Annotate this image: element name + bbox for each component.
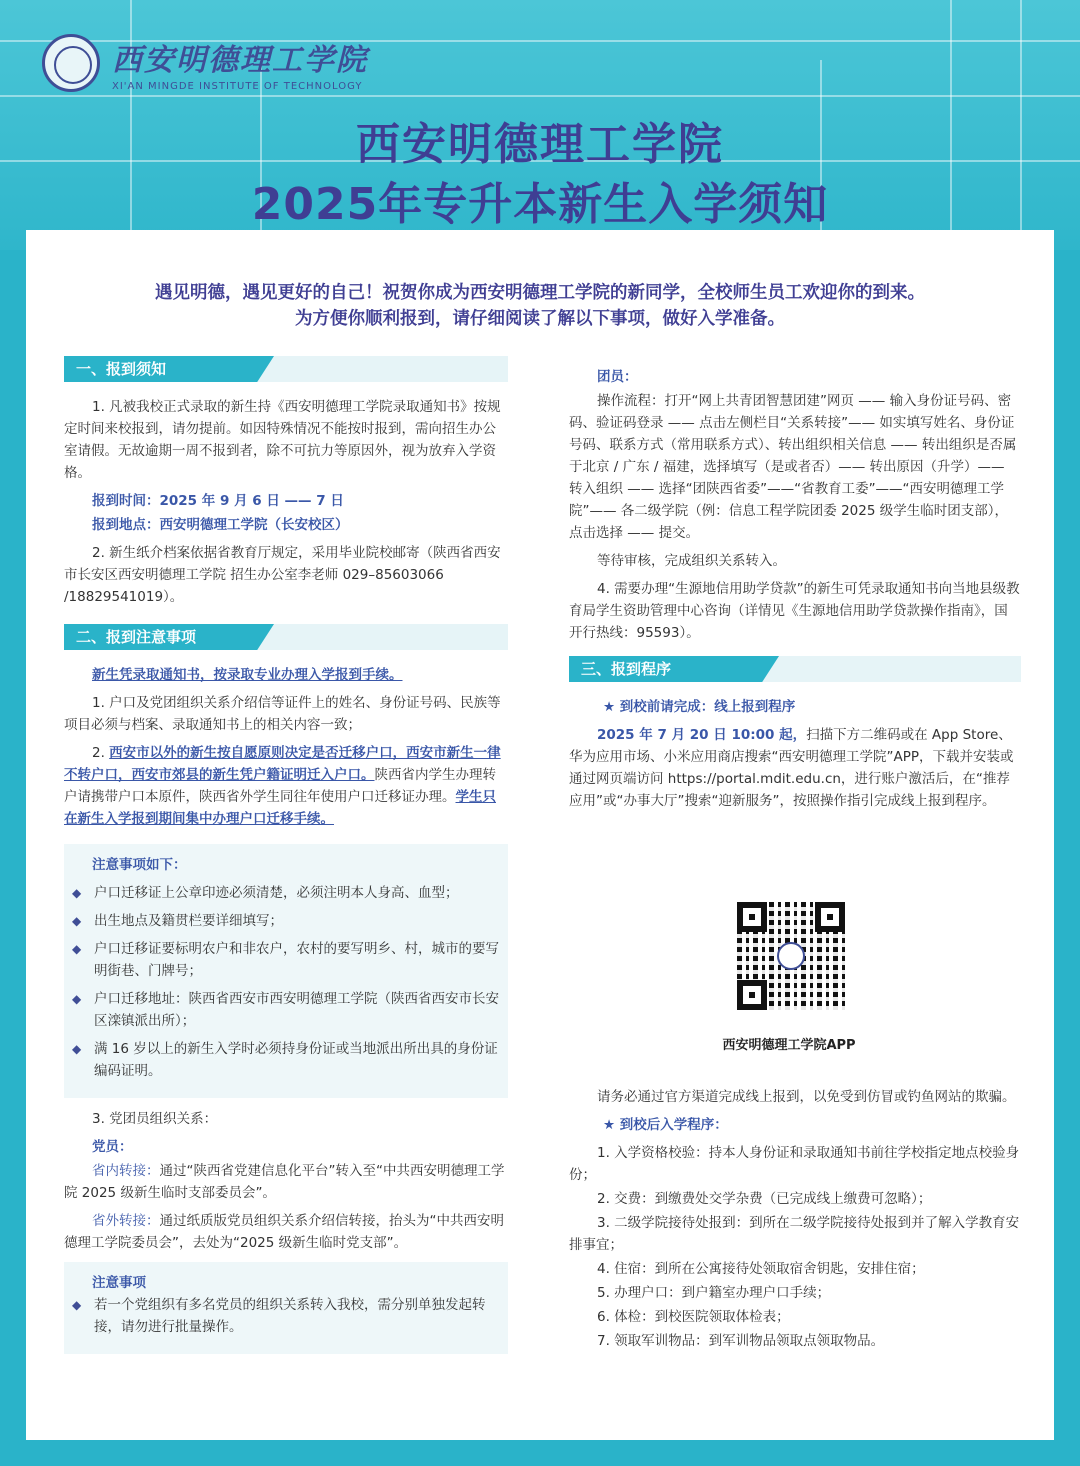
diamond-bullet-icon: ◆ — [72, 1298, 82, 1312]
section-2-heading: 二、报到注意事项 — [64, 624, 508, 650]
attention-title: 注意事项 — [92, 1275, 146, 1291]
loan-para: 4. 需要办理“生源地信用助学贷款”的新生可凭录取通知书向当地县级教育局学生资助管理中心咨询（详情见《生源地信用助学贷款操作指南》，国开行热线：95593）。 — [569, 581, 1020, 641]
party-attention-box — [64, 1262, 508, 1354]
note-item: ◆ 满 16 岁以上的新生入学时必须持身份证或当地派出所出具的身份证编码证明。 — [72, 1038, 500, 1082]
party-league-heading: 3. 党团员组织关系： — [92, 1111, 218, 1127]
diamond-bullet-icon: ◆ — [72, 1042, 82, 1056]
diamond-bullet-icon: ◆ — [72, 886, 82, 900]
left-column — [64, 356, 508, 1354]
right-column-lower — [569, 1086, 1021, 1354]
note-item: ◆ 户口迁移地址：陕西省西安市西安明德理工学院（陕西省西安市长安区滦镇派出所）； — [72, 988, 500, 1032]
app-qr-code[interactable] — [737, 902, 845, 1010]
arrival-step: 1. 入学资格校验：持本人身份证和录取通知书前往学校指定地点校验身份； — [569, 1145, 1020, 1183]
section-1-heading: 一、报到须知 — [64, 356, 508, 382]
page-title-school: 西安明德理工学院 — [356, 119, 724, 170]
arrival-step: 4. 住宿：到所在公寓接待处领取宿舍钥匙，安排住宿； — [597, 1261, 925, 1277]
intro-line-1: 遇见明德，遇见更好的自己！祝贺你成为西安明德理工学院的新同学，全校师生员工欢迎你的到来。 — [155, 283, 925, 303]
school-seal-icon — [42, 34, 100, 92]
right-column — [569, 366, 1021, 818]
diamond-bullet-icon: ◆ — [72, 914, 82, 928]
school-logo — [42, 34, 368, 92]
note-item: ◆ 出生地点及籍贯栏要详细填写； — [72, 910, 500, 932]
arrival-procedure-title: ★ 到校后入学程序： — [603, 1117, 728, 1133]
diamond-bullet-icon: ◆ — [72, 942, 82, 956]
intro-line-2: 为方便你顺利报到，请仔细阅读了解以下事项，做好入学准备。 — [295, 309, 785, 329]
online-report-title: ★ 到校前请完成：线上报到程序 — [603, 699, 796, 715]
report-place: 报到地点：西安明德理工学院（长安校区） — [92, 517, 349, 533]
qr-code-label: 西安明德理工学院APP — [722, 1038, 856, 1053]
logo-english-name: XI'AN MINGDE INSTITUTE OF TECHNOLOGY — [112, 80, 363, 92]
report-time: 报到时间：2025 年 9 月 6 日 —— 7 日 — [92, 493, 344, 509]
league-wait: 等待审核，完成组织关系转入。 — [597, 553, 786, 569]
official-channel-warning: 请务必通过官方渠道完成线上报到，以免受到仿冒或钓鱼网站的欺骗。 — [597, 1089, 1016, 1105]
arrival-step: 7. 领取军训物品：到军训物品领取点领取物品。 — [597, 1333, 885, 1349]
header-banner — [0, 0, 1080, 250]
diamond-bullet-icon: ◆ — [72, 992, 82, 1006]
school-seal-icon — [777, 942, 805, 970]
section-1-para-1: 1. 凡被我校正式录取的新生持《西安明德理工学院录取通知书》按规定时间来校报到，请勿提前。如因特殊情况不能按时报到，需向招生办公室请假。无故逾期一周不报到者，除不可抗力等原因外，视为放弃入学资格。 — [64, 399, 501, 481]
party-member-title: 党员： — [92, 1139, 133, 1155]
arrival-step: 2. 交费：到缴费处交学杂费（已完成线上缴费可忽略）； — [597, 1191, 932, 1207]
page-title-notice: 2025年专升本新生入学须知 — [251, 179, 829, 230]
notes-title: 注意事项如下： — [92, 857, 187, 873]
league-member-title: 团员： — [597, 369, 638, 385]
section-2-lead: 新生凭录取通知书，按录取专业办理入学报到手续。 — [92, 667, 403, 683]
section-3-heading: 三、报到程序 — [569, 656, 1021, 682]
arrival-step: 6. 体检：到校医院领取体检表； — [597, 1309, 790, 1325]
logo-chinese-name: 西安明德理工学院 — [112, 42, 368, 78]
online-report-para: 2025 年 7 月 20 日 10:00 起，扫描下方二维码或在 App Store、华为应用市场、小米应用商店搜索“西安明德理工学院”APP，下载并安装或通过网页端访问 https://portal.mdit.edu.cn，进行账户激活后，在“推荐应用”或“办事大厅”搜索“迎新服务”，按照操作指引完成线上报到程序。 — [569, 727, 1014, 809]
intro-text — [0, 280, 1080, 332]
party-in-province: 省内转接：通过“陕西省党建信息化平台”转入至“中共西安明德理工学院 2025 级新生临时支部委员会”。 — [64, 1163, 505, 1201]
league-procedure: 操作流程：打开“网上共青团智慧团建”网页 —— 输入身份证号码、密码、验证码登录 —— 点击左侧栏目“关系转接”—— 如实填写姓名、身份证号码、联系方式（常用联系方式）、转出组织相关信息 —— 转出组织是否属于北京 / 广东 / 福建，选择填写（是或者否）—— 转出原因（升学）—— 转入组织 —— 选择“团陕西省委”——“省教育工委”——“西安明德理工学院”—— 各二级学院（例：信息工程学院团委 2025 级学生临时团支部），点击选择 —— 提交。 — [569, 393, 1017, 541]
section-2-para-2: 2. 西安市以外的新生按自愿原则决定是否迁移户口，西安市新生一律不转户口，西安市郊县的新生凭户籍证明迁入户口。陕西省内学生办理转户请携带户口本原件，陕西省外学生同往年使用户口迁移证办理。学生只在新生入学报到期间集中办理户口迁移手续。 — [64, 745, 501, 827]
attention-item: ◆ 若一个党组织有多名党员的组织关系转入我校，需分别单独发起转接，请勿进行批量操作。 — [72, 1294, 500, 1338]
note-item: ◆ 户口迁移证要标明农户和非农户，农村的要写明乡、村，城市的要写明街巷、门牌号； — [72, 938, 500, 982]
party-out-province: 省外转接：通过纸质版党员组织关系介绍信转接，抬头为“中共西安明德理工学院委员会”，去处为“2025 级新生临时党支部”。 — [64, 1213, 504, 1251]
section-2-para-1: 1. 户口及党团组织关系介绍信等证件上的姓名、身份证号码、民族等项目必须与档案、录取通知书上的相关内容一致； — [64, 695, 501, 733]
arrival-step: 5. 办理户口：到户籍室办理户口手续； — [597, 1285, 831, 1301]
section-1-para-2: 2. 新生纸介档案依据省教育厅规定，采用毕业院校邮寄（陕西省西安市长安区西安明德理工学院 招生办公室李老师 029–85603066 /18829541019）。 — [64, 545, 501, 605]
note-item: ◆ 户口迁移证上公章印迹必须清楚，必须注明本人身高、血型； — [72, 882, 500, 904]
household-notes-box — [64, 844, 508, 1098]
arrival-step: 3. 二级学院接待处报到：到所在二级学院接待处报到并了解入学教育安排事宜； — [569, 1215, 1020, 1253]
